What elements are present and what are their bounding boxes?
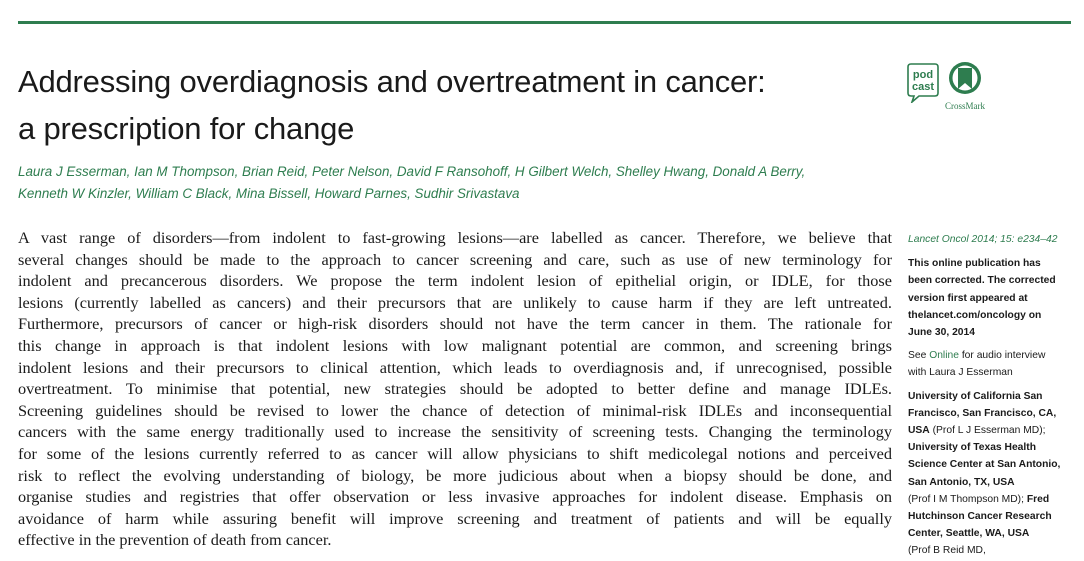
audio-line-1 [908, 347, 1073, 364]
affiliation-line: Hutchinson Cancer Research [908, 511, 1052, 523]
crossmark-label: CrossMark [945, 101, 985, 111]
citation: Lancet Oncol 2014; 15: e234–42 [908, 234, 1058, 245]
crossmark-badge[interactable] [945, 60, 985, 112]
abstract-line: effective in the prevention of death from cancer. [18, 530, 332, 550]
audio-line-2: with Laura J Esserman [908, 367, 1013, 379]
affiliation-institution: Fred [1026, 493, 1050, 505]
authors-line-2: Kenneth W Kinzler, William C Black, Mina Bissell, Howard Parnes, Sudhir Srivastava [18, 186, 520, 201]
podcast-bottom-text: cast [911, 81, 935, 93]
authors-line-1: Laura J Esserman, Ian M Thompson, Brian Reid, Peter Nelson, David F Ransohoff, H Gilbert Welch, Shelley Hwang, Donald A Berry, [18, 164, 806, 179]
header-badges [905, 60, 995, 110]
correction-line: thelancet.com/oncology on [908, 309, 1042, 321]
abstract-line: Screening guidelines should be revised to lower the chance of detection of minimal-risk IDLEs and inconsequential [18, 400, 892, 420]
abstract-line: indolent lesions and their precursors to clinical attention, which leads to overdiagnosis and, if unrecognised, possible [18, 357, 892, 377]
affiliation-person: (Prof I M Thompson MD); [908, 493, 1027, 505]
abstract-line: several changes should be made to the approach to cancer screening and care, such as use of new terminology for [18, 249, 892, 269]
affiliation-line: Francisco, San Francisco, CA, [908, 407, 1057, 419]
abstract-line: organise studies and registries that offer observation or less invasive approaches for indolent disease. Emphasis on [18, 487, 892, 507]
online-link[interactable]: Online [929, 350, 959, 362]
crossmark-icon [946, 60, 984, 96]
correction-line: June 30, 2014 [908, 327, 975, 339]
podcast-icon[interactable] [905, 63, 941, 103]
affiliation-line: Science Center at San Antonio, [908, 459, 1061, 471]
abstract-line: indolent and precancerous disorders. We propose the term indolent lesion of epithelial origin, or IDLE, for those [18, 271, 892, 291]
audio-interview-note [908, 347, 1073, 381]
affiliation-person: (Prof L J Esserman MD); [929, 425, 1046, 437]
affiliation-line: (Prof B Reid MD, [908, 545, 986, 557]
affiliation-line [908, 422, 1073, 439]
abstract-line: A vast range of disorders—from indolent to fast-growing lesions—are labelled as cancer. Therefore, we believe that [18, 228, 892, 247]
title-line-2: a prescription for change [18, 111, 355, 146]
margin-sidebar [908, 231, 1073, 560]
affiliations [908, 388, 1073, 560]
top-rule [18, 21, 1071, 24]
author-list [18, 161, 898, 205]
abstract-line: for some of the lesions currently referred to as cancer will allow physicians to shift medicolegal notions and perceived [18, 443, 892, 463]
affiliation-country: USA [908, 425, 930, 437]
see-suffix: for audio interview [958, 350, 1046, 362]
correction-line: This online publication has [908, 258, 1041, 270]
article-title [18, 58, 878, 152]
correction-line: been corrected. The corrected [908, 275, 1056, 287]
affiliation-line: Center, Seattle, WA, USA [908, 528, 1030, 540]
correction-note [908, 255, 1073, 341]
abstract-line: lesions (currently labelled as cancers) and their precursors that are unlikely to cause harm if they are left untreated. [18, 292, 892, 312]
see-prefix: See [908, 350, 930, 362]
abstract-line: overtreatment. To minimise that potential, new strategies should be adopted to better define and manage IDLEs. [18, 379, 892, 399]
title-line-1: Addressing overdiagnosis and overtreatment in cancer: [18, 64, 766, 99]
correction-line: version first appeared at [908, 292, 1028, 304]
affiliation-line [908, 491, 1073, 508]
abstract [18, 227, 892, 551]
abstract-line: Furthermore, precursors of cancer or high-risk disorders should not have the term cancer in them. The rationale for [18, 314, 892, 334]
abstract-line: avoidance of harm while assuring benefit will improve screening and treatment of patients and will be equally [18, 508, 892, 528]
podcast-top-text: pod [912, 69, 934, 81]
abstract-line: cancers with the same energy traditionally used to increase the sensitivity of screening tests. Changing the terminology [18, 422, 892, 442]
affiliation-line: University of Texas Health [908, 442, 1036, 454]
abstract-line: risk to reflect the evolving understanding of biology, be more judicious about when a biopsy should be done, and [18, 465, 892, 485]
affiliation-line: University of California San [908, 390, 1043, 402]
abstract-line: this change in approach is that indolent lesions with low malignant potential are common, and screening brings [18, 335, 892, 355]
affiliation-line: San Antonio, TX, USA [908, 476, 1015, 488]
